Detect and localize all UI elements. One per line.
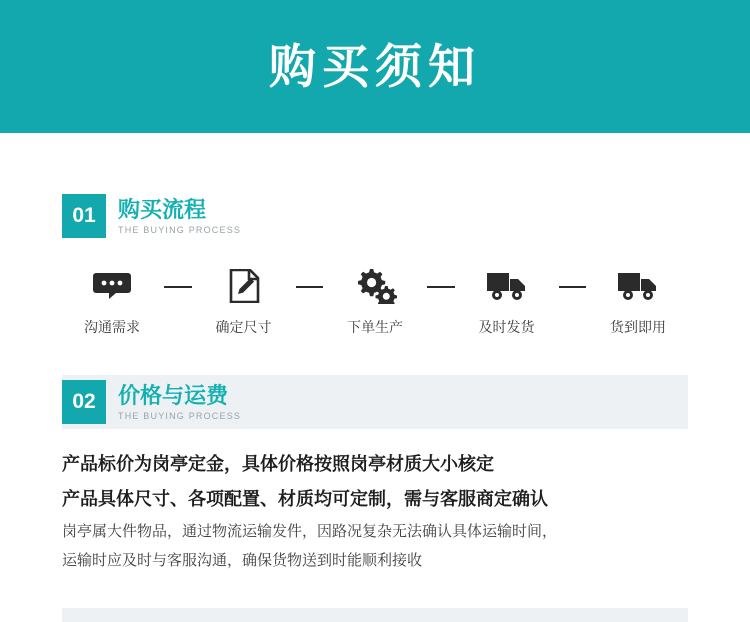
flow-step-label: 货到即用 bbox=[610, 319, 666, 335]
price-freight-text bbox=[0, 429, 750, 576]
flow-step bbox=[60, 267, 164, 337]
notice-paragraph: 岗亭属大件物品，通过物流运输发件，因路况复杂无法确认具体运输时间， bbox=[62, 523, 558, 541]
flow-step bbox=[323, 267, 427, 337]
section-number-badge: 02 bbox=[62, 380, 106, 424]
notice-paragraph: 产品具体尺寸、各项配置、材质均可定制，需与客服商定确认 bbox=[62, 489, 548, 510]
section-heading-texts bbox=[118, 197, 241, 235]
truck-icon bbox=[486, 267, 528, 305]
flow-step bbox=[586, 267, 690, 337]
section-heading-buying-process bbox=[62, 189, 688, 243]
section-title-cn: 购买流程 bbox=[118, 196, 207, 222]
flow-connector bbox=[164, 286, 192, 288]
flow-step bbox=[192, 267, 296, 337]
process-flow bbox=[0, 243, 750, 337]
section-title-cn: 价格与运费 bbox=[118, 382, 229, 408]
flow-step bbox=[455, 267, 559, 337]
section-heading-price-freight bbox=[62, 375, 688, 429]
section-number-badge: 01 bbox=[62, 194, 106, 238]
document-edit-icon bbox=[228, 267, 260, 305]
section-title-en: THE BUYING PROCESS bbox=[118, 411, 242, 422]
flow-step-label: 确定尺寸 bbox=[215, 319, 272, 335]
flow-connector bbox=[296, 286, 324, 288]
flow-connector bbox=[559, 286, 587, 288]
flow-connector bbox=[427, 286, 455, 288]
flow-step-label: 下单生产 bbox=[347, 319, 403, 335]
truck-icon bbox=[617, 267, 659, 305]
page-title: 购买须知 bbox=[269, 40, 481, 93]
section-title-en: THE BUYING PROCESS bbox=[118, 225, 242, 236]
flow-step-label: 沟通需求 bbox=[84, 319, 140, 335]
section-heading-texts bbox=[118, 383, 241, 421]
next-section-band bbox=[62, 608, 688, 622]
notice-paragraph: 产品标价为岗亭定金，具体价格按照岗亭材质大小核定 bbox=[62, 454, 494, 474]
chat-bubble-icon bbox=[93, 267, 131, 305]
gears-icon bbox=[353, 267, 397, 305]
notice-paragraph: 运输时应及时与客服沟通，确保货物送到时能顺利接收 bbox=[62, 552, 423, 570]
flow-step-label: 及时发货 bbox=[478, 319, 535, 335]
page-banner bbox=[0, 0, 750, 133]
